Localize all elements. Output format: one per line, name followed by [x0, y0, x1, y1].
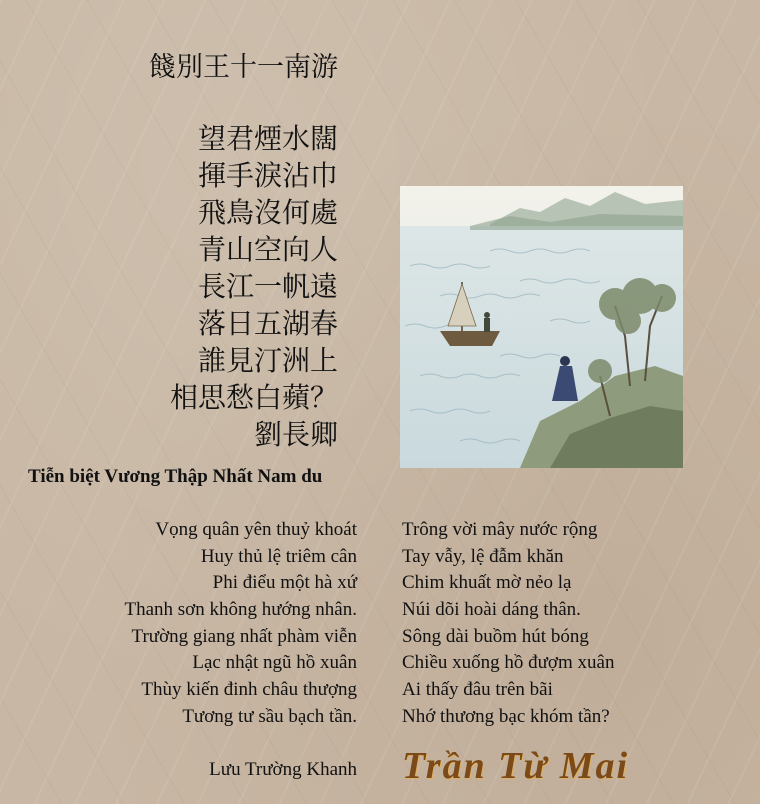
han-line: 望君煙水闊 — [197, 122, 338, 155]
han-line: 揮手淚沾巾 — [197, 159, 338, 192]
han-poem — [0, 120, 338, 453]
vietnamese-translation — [402, 517, 614, 731]
viet-line: Trường giang nhất phàm viễn — [131, 625, 357, 647]
viet-line: Phi điểu một hà xứ — [212, 572, 357, 594]
painting — [400, 186, 683, 468]
han-line: 青山空向人 — [197, 233, 338, 266]
viet-line: Thanh sơn không hướng nhân. — [124, 599, 357, 621]
han-line: 長江一帆遠 — [197, 270, 338, 303]
translation-line: Sông dài buồm hút bóng — [402, 625, 589, 647]
han-author: 劉長卿 — [253, 418, 338, 451]
viet-line: Tương tư sầu bạch tần. — [182, 705, 357, 727]
translation-line: Nhớ thương bạc khóm tần? — [402, 705, 610, 727]
author-name: Lưu Trường Khanh — [209, 759, 357, 780]
han-line: 相思愁白蘋？ — [169, 381, 338, 414]
viet-line: Vọng quân yên thuỷ khoát — [155, 519, 357, 540]
translation-line: Núi dõi hoài dáng thân. — [402, 599, 581, 621]
viet-line: Thùy kiến đinh châu thượng — [141, 679, 357, 701]
translation-line: Chim khuất mờ nẻo lạ — [402, 572, 572, 594]
translation-line: Trông vời mây nước rộng — [402, 519, 598, 540]
han-line: 誰見汀洲上 — [197, 344, 338, 377]
han-line: 落日五湖春 — [197, 307, 338, 340]
viet-line: Huy thủ lệ triêm cân — [200, 545, 357, 567]
translation-line: Ai thấy đâu trên bãi — [402, 679, 553, 701]
vietnamese-transliteration — [124, 517, 357, 731]
han-title: 餞別王十一南游 — [149, 52, 338, 83]
translation-line: Chiều xuống hồ đượm xuân — [402, 652, 615, 674]
viet-line: Lạc nhật ngũ hồ xuân — [192, 652, 357, 674]
translation-line: Tay vẫy, lệ đẫm khăn — [402, 545, 564, 567]
han-line: 飛鳥沒何處 — [197, 196, 338, 229]
vietnamese-title: Tiễn biệt Vương Thập Nhất Nam du — [28, 466, 323, 487]
translator-signature: Trần Từ Mai — [402, 745, 630, 787]
